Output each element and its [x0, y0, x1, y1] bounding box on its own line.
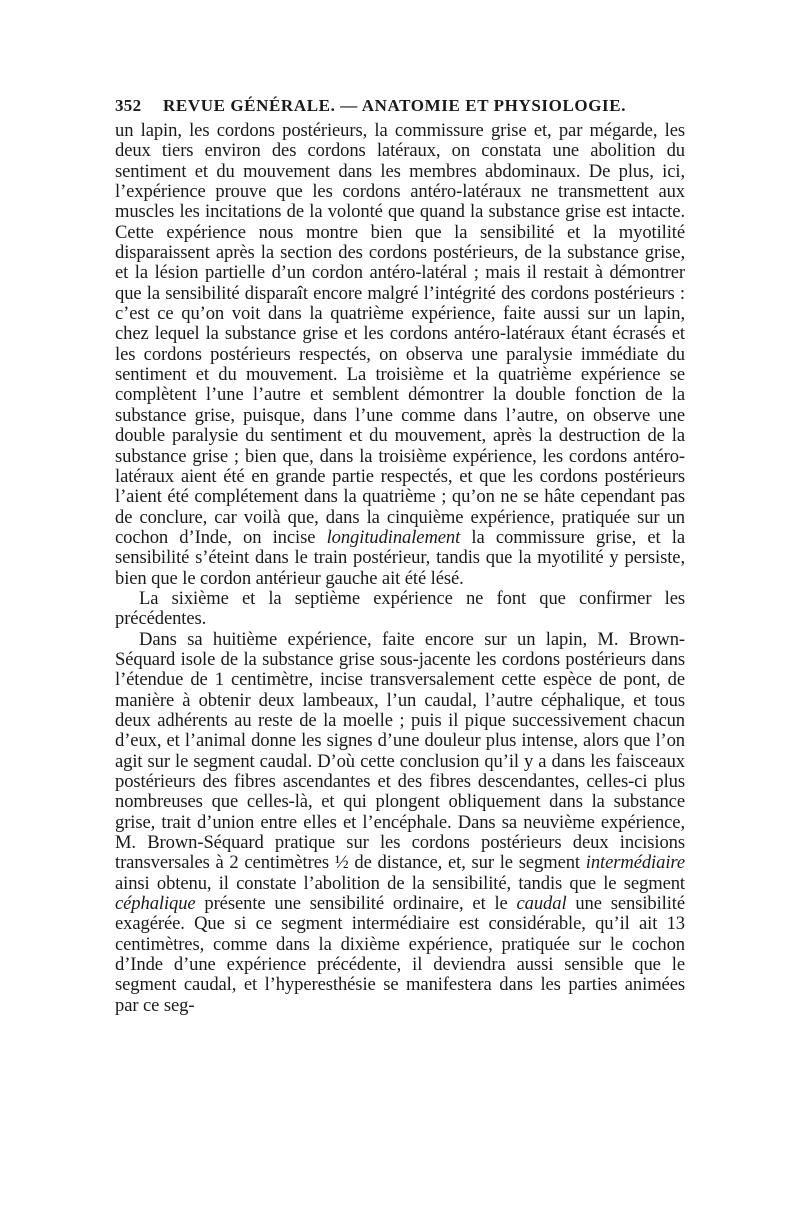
running-title: REVUE GÉNÉRALE. — ANATOMIE ET PHYSIOLOGIE.: [163, 96, 627, 115]
text-run: Dans sa huitième expérience, faite encore sur un lapin, M. Brown-Séquard isole de la substance grise sous-jacente les cordons postérieurs dans l’étendue de 1 centimètre, incise transversalement cette espèce de pont, de manière à obtenir deux lambeaux, l’un caudal, l’autre céphalique, et tous deux adhérents au reste de la moelle ; puis il pique successivement chacun d’eux, et l’animal donne les signes d’une douleur plus intense, alors que l’on agit sur le segment caudal. D’où cette conclusion qu’il y a dans les faisceaux postérieurs des fibres ascendantes et des fibres descendantes, celles-ci plus nombreuses que celles-là, et qui plongent obliquement dans la substance grise, trait d’union entre elles et l’encéphale. Dans sa neuvième expérience, M. Brown-Séquard pratique sur les cordons postérieurs deux incisions transversales à 2 centimètres ½ de distance, et, sur le segment: [115, 628, 685, 874]
text-run: une sensibilité exagérée. Que si ce segment intermédiaire est considérable, qu’il ait 13 centimètres, comme dans la dixième expérience, pratiquée sur le cochon d’Inde d’une expérience précédente, il deviendra aussi sensible que le segment caudal, et l’hyperesthésie se manifestera dans les parties animées par ce seg-: [115, 893, 685, 1016]
text-run: La sixième et la septième expérience ne font que confirmer les précédentes.: [115, 587, 685, 630]
running-head: [115, 96, 685, 116]
paragraph: [115, 589, 685, 630]
text-run: présente une sensibilité ordinaire, et le: [195, 893, 517, 915]
body-text: [115, 121, 685, 1016]
text-run: ainsi obtenu, il constate l’abolition de la sensibilité, tandis que le segment: [115, 872, 685, 894]
italic-term: intermédiaire: [585, 852, 685, 874]
italic-term: longitudinalement: [326, 526, 461, 548]
text-run: un lapin, les cordons postérieurs, la commissure grise et, par mégarde, les deux tiers environ des cordons latéraux, on constata une abolition du sentiment et du mouvement dans les membres abdominaux. De plus, ici, l’expérience prouve que les cordons antéro-latéraux ne transmettent aux muscles les incitations de la volonté que quand la substance grise est intacte. Cette expérience nous montre bien que la sensibilité et la myotilité disparaissent après la section des cordons postérieurs, de la substance grise, et la lésion partielle d’un cordon antéro-latéral ; mais il restait à démontrer que la sensibilité disparaît encore malgré l’intégrité des cordons postérieurs : c’est ce qu’on voit dans la quatrième expérience, faite aussi sur un lapin, chez lequel la substance grise et les cordons antéro-latéraux étant écrasés et les cordons postérieurs respectés, on observa une paralysie immédiate du sentiment et du mouvement. La troisième et la quatrième expérience se complètent l’une l’autre et semblent démontrer la double fonction de la substance grise, puisque, dans l’une comme dans l’autre, on observe une double paralysie du sentiment et du mouvement, après la destruction de la substance grise ; bien que, dans la troisième expérience, les cordons antéro-latéraux aient été en grande partie respectés, et que les cordons postérieurs l’aient été complétement dans la quatrième ; qu’on ne se hâte cependant pas de conclure, car voilà que, dans la cinquième expérience, pratiquée sur un cochon d’Inde, on incise: [115, 120, 685, 548]
page: [115, 96, 685, 1016]
paragraph: [115, 630, 685, 1017]
paragraph: [115, 121, 685, 589]
page-number: 352: [115, 96, 142, 115]
italic-term: caudal: [516, 893, 567, 915]
text-run: la commissure grise, et la sensibilité s’éteint dans le train postérieur, tandis que la myotilité y persiste, bien que le cordon antérieur gauche ait été lésé.: [115, 526, 685, 589]
italic-term: céphalique: [115, 893, 196, 915]
